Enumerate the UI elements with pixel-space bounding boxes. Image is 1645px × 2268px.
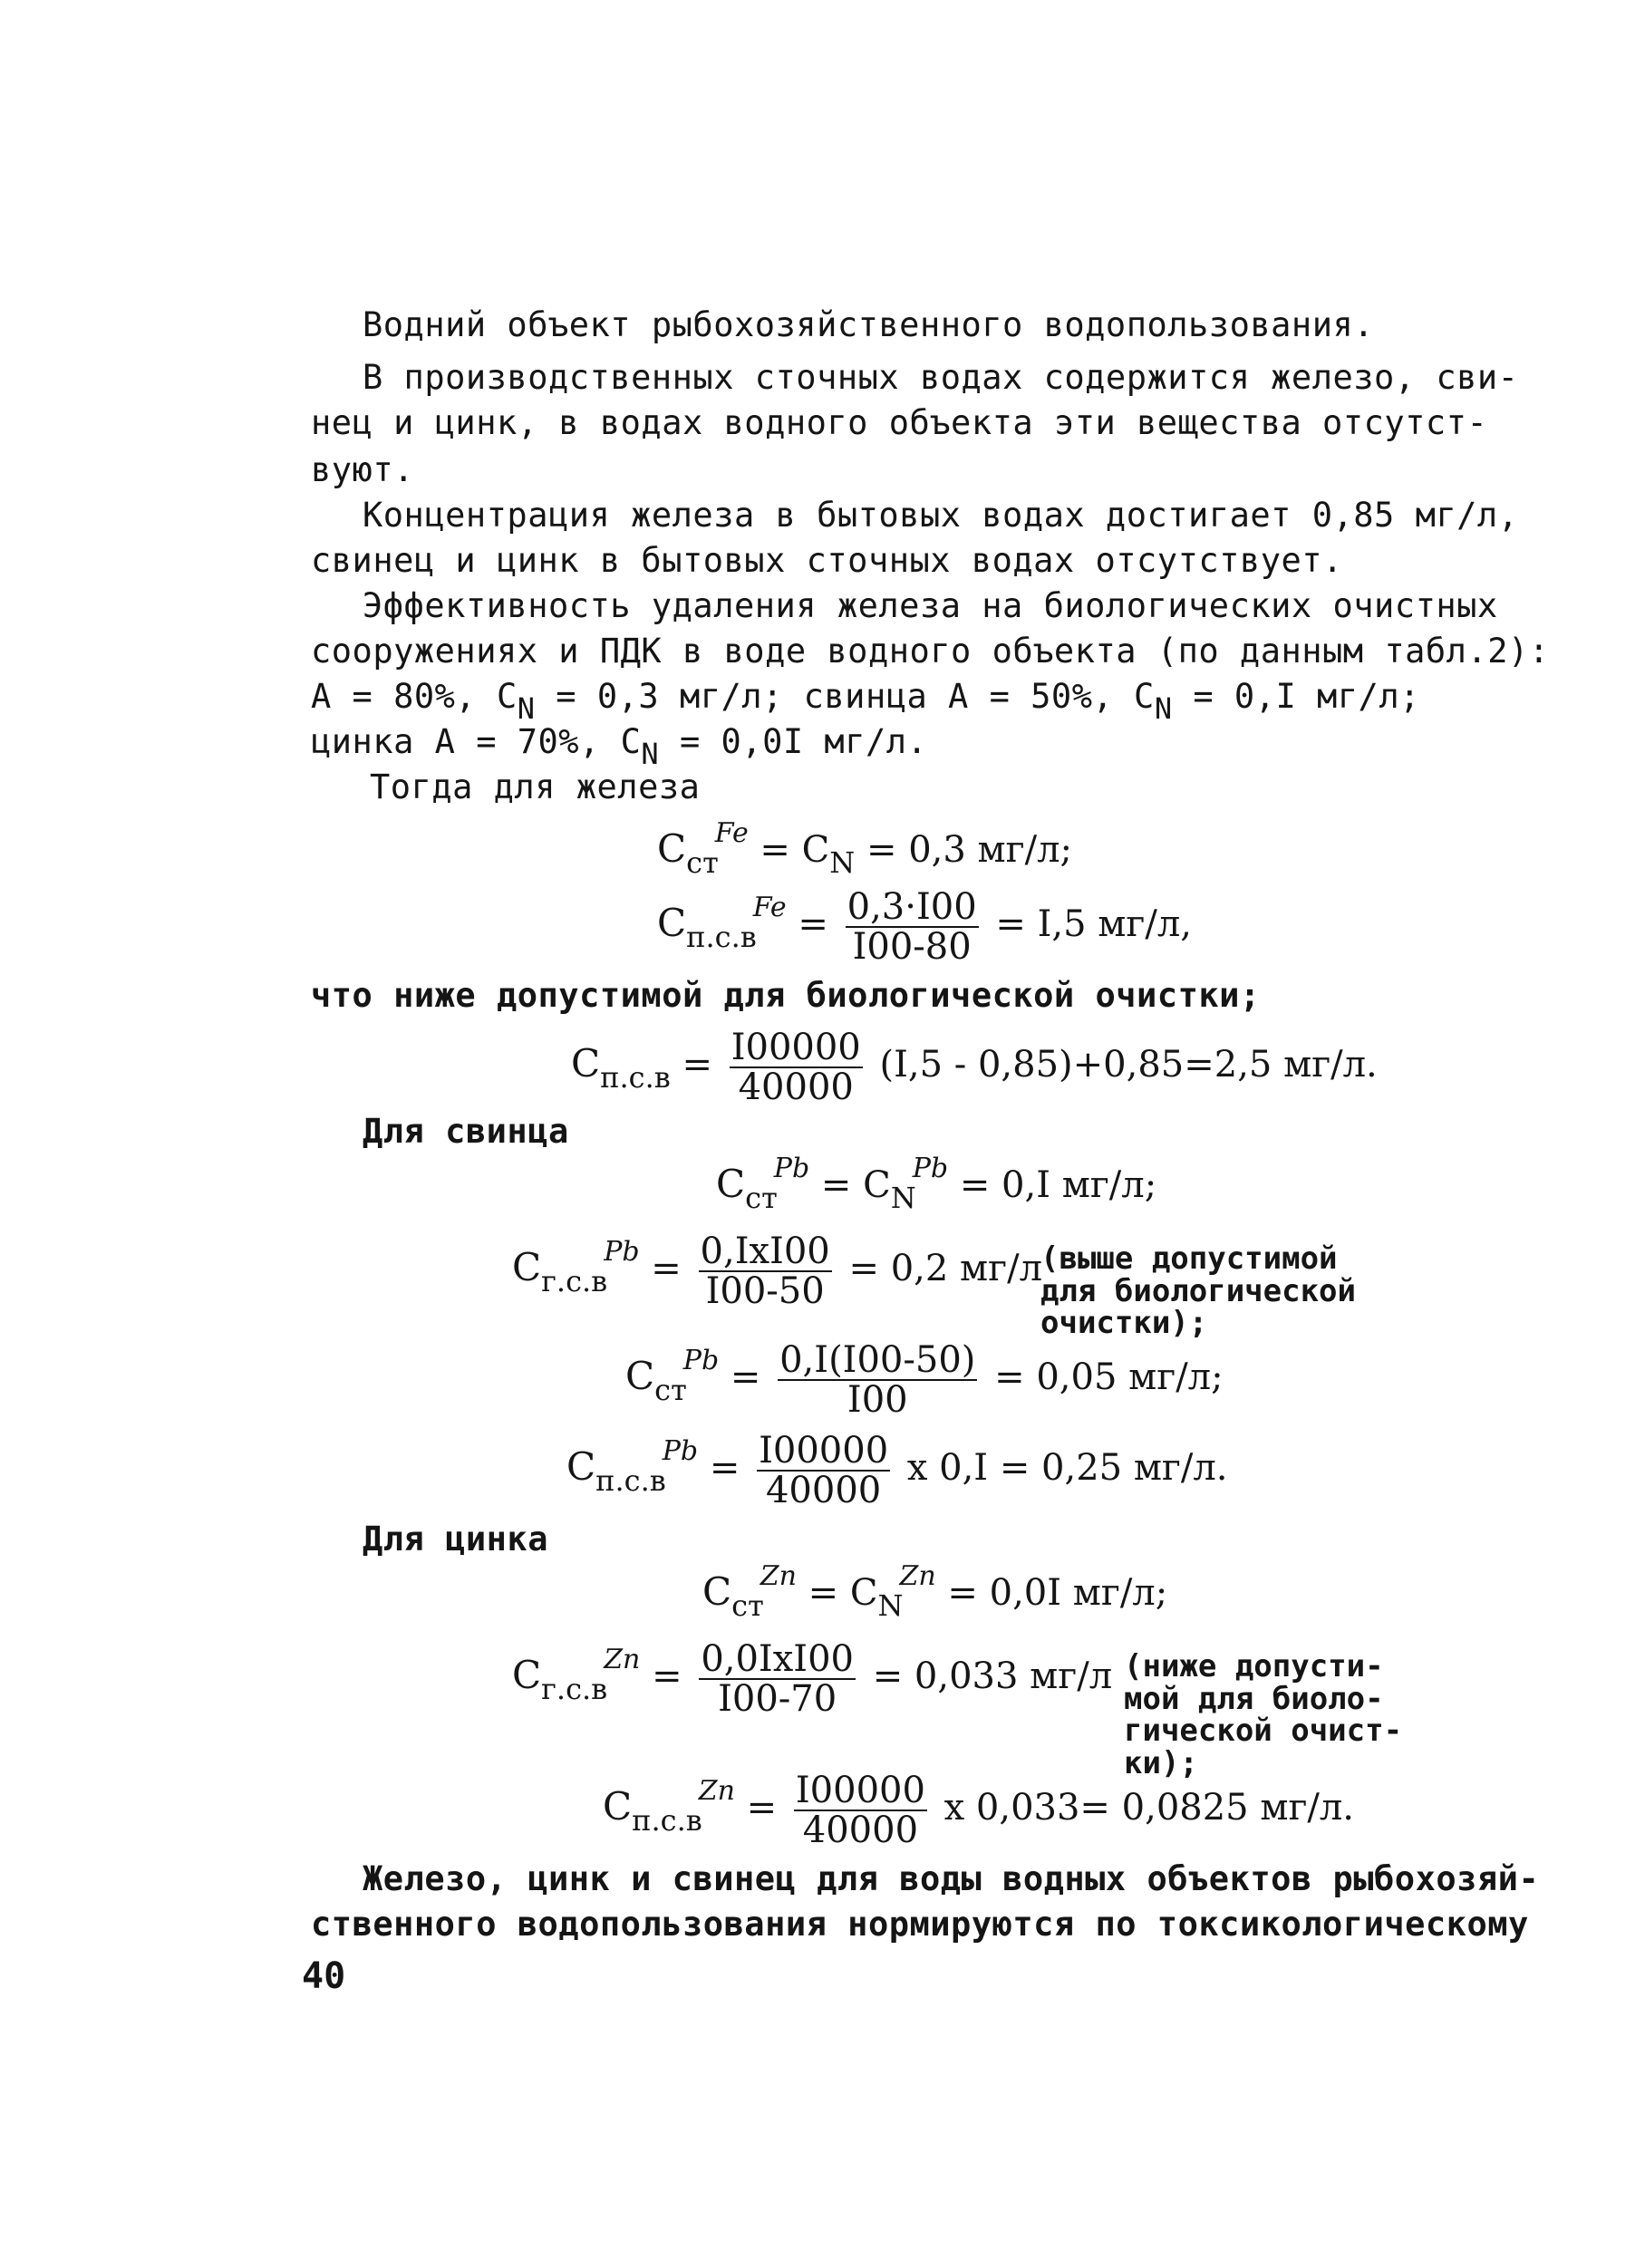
final-line-1: Железо, цинк и свинец для воды водных объектов рыбохозяй- xyxy=(363,1859,1540,1898)
paragraph-wastewater-line-1: В производственных сточных водах содержится железо, сви- xyxy=(363,358,1519,397)
zinc-intro: Для цинка xyxy=(363,1520,548,1559)
iron-intro: Тогда для железа xyxy=(370,767,701,806)
iron-fraction-3: $\frac{I00000}{40000}$ xyxy=(731,1027,861,1108)
zinc-equation-3: $C_{п.с.в}^{Zn}$ = $\frac{I00000}{40000}$ x 0,033= 0,0825 мг/л. xyxy=(603,1770,1355,1851)
iron-fraction-2: $\frac{0,3\cdot I00}{I00-80}$ xyxy=(847,886,977,968)
paragraph-wastewater-line-2: нец и цинк, в водах водного объекта эти вещества отсутст- xyxy=(311,403,1488,442)
iron-equation-2: $C_{п.с.в}^{Fe}$ = $\frac{0,3\cdot I00}{I00-80}$ = I,5 мг/л, xyxy=(657,886,1192,968)
lead-fraction-4: $\frac{I00000}{40000}$ xyxy=(759,1430,889,1511)
zinc-equation-1: $C_{ст}^{Zn} = C_N^{Zn} = 0,0I$ мг/л; xyxy=(702,1560,1168,1623)
paragraph-efficiency-line-1: Эффективность удаления железа на биологических очистных xyxy=(363,586,1498,625)
paragraph-efficiency-line-3: А = 80%, CN = 0,3 мг/л; свинца А = 50%, CN = 0,I мг/л; xyxy=(311,677,1420,726)
lead-equation-2: $C_{г.с.в}^{Pb}$ = $\frac{\text{0,IxI00}}{I00-50}$ = 0,2 мг/л xyxy=(512,1231,1042,1312)
paragraph-concentration-line-2: свинец и цинк в бытовых сточных водах отсутствует. xyxy=(311,541,1343,580)
iron-middle-text: что ниже допустимой для биологической очистки; xyxy=(311,976,1261,1015)
lead-note: (выше допустимой для биологической очистки); xyxy=(1040,1240,1356,1342)
iron-equation-1: $C_{ст}^{Fe} = C_N = 0,3$ мг/л; xyxy=(657,817,1072,880)
zinc-note: (ниже допусти- мой для биоло- гической очист- ки); xyxy=(1124,1648,1403,1782)
lead-intro: Для свинца xyxy=(363,1112,569,1151)
zinc-fraction-3: $\frac{I00000}{40000}$ xyxy=(795,1770,925,1851)
final-line-2: ственного водопользования нормируются по токсикологическому xyxy=(311,1905,1529,1944)
paragraph-efficiency-line-4: цинка А = 70%, CN = 0,0I мг/л. xyxy=(311,722,928,771)
lead-fraction-3: $\frac{0,I(I00-50)}{I00}$ xyxy=(779,1339,976,1421)
paragraph-wastewater-line-3: вуют. xyxy=(311,450,414,489)
page-number: 40 xyxy=(302,1955,346,1997)
lead-equation-4: $C_{п.с.в}^{Pb}$ = $\frac{I00000}{40000}$ x 0,I = 0,25 мг/л. xyxy=(566,1430,1228,1511)
iron-equation-3: $C_{п.с.в}$ = $\frac{I00000}{40000}$ (I,5 - 0,85)+0,85=2,5 мг/л. xyxy=(571,1027,1378,1108)
lead-fraction-2: $\frac{\text{0,IxI00}}{I00-50}$ xyxy=(700,1231,830,1312)
lead-equation-1: $C_{ст}^{Pb} = C_N^{Pb} = 0,I$ мг/л; xyxy=(716,1153,1157,1215)
paragraph-water-object: Водний объект рыбохозяйственного водопользования. xyxy=(363,305,1375,344)
zinc-fraction-2: $\frac{\text{0,0IxI00}}{I00-70}$ xyxy=(701,1638,854,1720)
lead-equation-3: $C_{ст}^{Pb}$ = $\frac{0,I(I00-50)}{I00}$ = 0,05 мг/л; xyxy=(625,1339,1224,1421)
paragraph-efficiency-line-2: сооружениях и ПДК в воде водного объекта (по данным табл.2): xyxy=(311,632,1550,671)
paragraph-concentration-line-1: Концентрация железа в бытовых водах достигает 0,85 мг/л, xyxy=(363,496,1519,535)
zinc-equation-2: $C_{г.с.в}^{Zn}$ = $\frac{\text{0,0IxI00}}{I00-70}$ = 0,033 мг/л xyxy=(512,1638,1113,1720)
